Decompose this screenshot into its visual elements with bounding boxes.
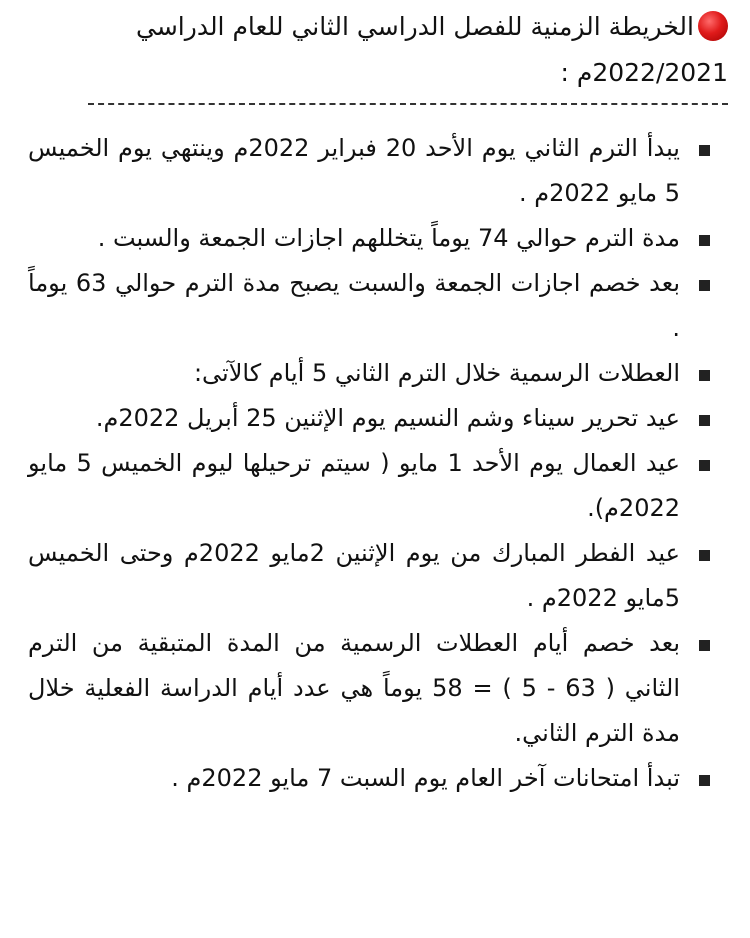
- list-item-text: بعد خصم اجازات الجمعة والسبت يصبح مدة الترم حوالي 63 يوماً .: [28, 269, 681, 342]
- list-item: [28, 621, 728, 756]
- dashed-divider: [88, 103, 728, 105]
- black-square-icon: [699, 145, 710, 156]
- list-item: [28, 261, 728, 351]
- black-square-icon: [699, 235, 710, 246]
- black-square-icon: [699, 640, 710, 651]
- list-item-text: يبدأ الترم الثاني يوم الأحد 20 فبراير 2022م وينتهي يوم الخميس 5 مايو 2022م .: [28, 134, 680, 207]
- black-square-icon: [699, 280, 710, 291]
- black-square-icon: [699, 550, 710, 561]
- red-circle-icon: [698, 11, 728, 41]
- black-square-icon: [699, 415, 710, 426]
- list-item: [28, 396, 728, 441]
- list-item-text: عيد تحرير سيناء وشم النسيم يوم الإثنين 25 أبريل 2022م.: [95, 404, 680, 432]
- list-item: [28, 756, 728, 801]
- black-square-icon: [699, 370, 710, 381]
- list-item-text: العطلات الرسمية خلال الترم الثاني 5 أيام كالآتى:: [193, 359, 680, 387]
- list-item: [28, 216, 728, 261]
- black-square-icon: [699, 775, 710, 786]
- list-item: [28, 531, 728, 621]
- list-item-text: تبدأ امتحانات آخر العام يوم السبت 7 مايو 2022م .: [171, 764, 680, 792]
- black-square-icon: [699, 460, 710, 471]
- title-text: الخريطة الزمنية للفصل الدراسي الثاني للعام الدراسي 2022/2021م :: [136, 12, 728, 87]
- list-item-text: مدة الترم حوالي 74 يوماً يتخللهم اجازات الجمعة والسبت .: [97, 224, 680, 252]
- list-item-text: بعد خصم أيام العطلات الرسمية من المدة المتبقية من الترم الثاني ( 63 - 5 ) = 58 يوماً هي عدد أيام الدراسة الفعلية خلال مدة الترم الثاني.: [28, 629, 681, 747]
- list-item: [28, 441, 728, 531]
- list-item: [28, 126, 728, 216]
- document-title: [28, 4, 728, 96]
- list-item: [28, 351, 728, 396]
- list-item-text: عيد الفطر المبارك من يوم الإثنين 2مايو 2022م وحتى الخميس 5مايو 2022م .: [28, 539, 680, 612]
- list-item-text: عيد العمال يوم الأحد 1 مايو ( سيتم ترحيلها ليوم الخميس 5 مايو 2022م).: [28, 449, 680, 522]
- timeline-list: [28, 126, 728, 801]
